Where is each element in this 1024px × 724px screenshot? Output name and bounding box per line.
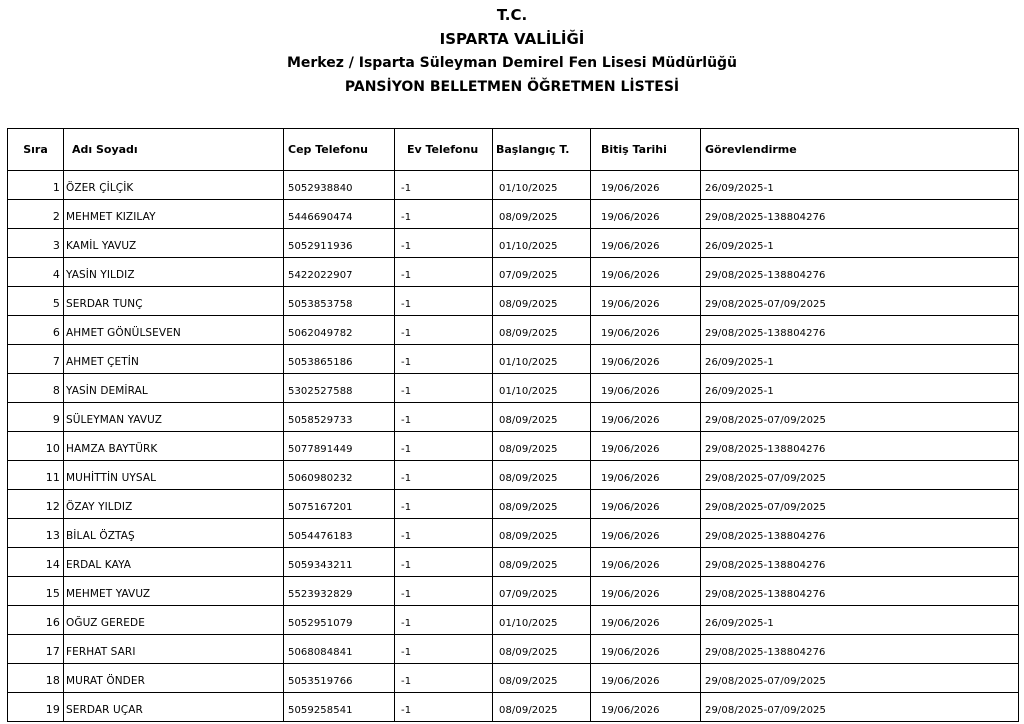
cell-end-date: 19/06/2026 [591, 548, 701, 577]
cell-sira: 12 [8, 490, 64, 519]
cell-home-phone: -1 [395, 432, 493, 461]
cell-home-phone: -1 [395, 635, 493, 664]
cell-mobile: 5059258541 [284, 693, 395, 722]
cell-home-phone: -1 [395, 664, 493, 693]
table-row [8, 606, 1019, 635]
cell-assignment: 26/09/2025-1 [701, 229, 1019, 258]
cell-home-phone: -1 [395, 548, 493, 577]
cell-home-phone: -1 [395, 171, 493, 200]
cell-name: OĞUZ GEREDE [64, 606, 284, 635]
cell-end-date: 19/06/2026 [591, 519, 701, 548]
table-row [8, 200, 1019, 229]
cell-start-date: 08/09/2025 [493, 490, 591, 519]
teacher-list-table [7, 128, 1019, 722]
cell-start-date: 01/10/2025 [493, 345, 591, 374]
table-row [8, 432, 1019, 461]
cell-mobile: 5052951079 [284, 606, 395, 635]
cell-start-date: 08/09/2025 [493, 635, 591, 664]
cell-sira: 6 [8, 316, 64, 345]
cell-assignment: 29/08/2025-07/09/2025 [701, 461, 1019, 490]
header-tc: T.C. [496, 6, 528, 24]
table-row [8, 519, 1019, 548]
cell-end-date: 19/06/2026 [591, 606, 701, 635]
cell-assignment: 29/08/2025-138804276 [701, 635, 1019, 664]
cell-home-phone: -1 [395, 229, 493, 258]
cell-start-date: 08/09/2025 [493, 548, 591, 577]
cell-home-phone: -1 [395, 374, 493, 403]
cell-sira: 17 [8, 635, 64, 664]
column-header-mobile: Cep Telefonu [284, 129, 395, 171]
cell-sira: 9 [8, 403, 64, 432]
cell-home-phone: -1 [395, 403, 493, 432]
cell-end-date: 19/06/2026 [591, 664, 701, 693]
cell-home-phone: -1 [395, 200, 493, 229]
cell-sira: 15 [8, 577, 64, 606]
cell-end-date: 19/06/2026 [591, 316, 701, 345]
cell-mobile: 5052938840 [284, 171, 395, 200]
cell-sira: 19 [8, 693, 64, 722]
cell-mobile: 5062049782 [284, 316, 395, 345]
cell-end-date: 19/06/2026 [591, 635, 701, 664]
cell-mobile: 5053853758 [284, 287, 395, 316]
table-body [8, 171, 1019, 722]
cell-name: BİLAL ÖZTAŞ [64, 519, 284, 548]
cell-assignment: 26/09/2025-1 [701, 606, 1019, 635]
cell-end-date: 19/06/2026 [591, 403, 701, 432]
cell-start-date: 08/09/2025 [493, 664, 591, 693]
column-header-home-phone: Ev Telefonu [395, 129, 493, 171]
cell-name: MUHİTTİN UYSAL [64, 461, 284, 490]
cell-end-date: 19/06/2026 [591, 693, 701, 722]
cell-sira: 14 [8, 548, 64, 577]
cell-sira: 1 [8, 171, 64, 200]
cell-end-date: 19/06/2026 [591, 432, 701, 461]
cell-sira: 8 [8, 374, 64, 403]
cell-end-date: 19/06/2026 [591, 200, 701, 229]
cell-sira: 3 [8, 229, 64, 258]
cell-end-date: 19/06/2026 [591, 374, 701, 403]
table-row [8, 287, 1019, 316]
cell-assignment: 29/08/2025-07/09/2025 [701, 287, 1019, 316]
cell-mobile: 5052911936 [284, 229, 395, 258]
page-title: PANSİYON BELLETMEN ÖĞRETMEN LİSTESİ [344, 79, 680, 95]
cell-mobile: 5054476183 [284, 519, 395, 548]
cell-assignment: 29/08/2025-07/09/2025 [701, 403, 1019, 432]
cell-name: AHMET ÇETİN [64, 345, 284, 374]
cell-end-date: 19/06/2026 [591, 490, 701, 519]
cell-start-date: 08/09/2025 [493, 461, 591, 490]
cell-assignment: 26/09/2025-1 [701, 374, 1019, 403]
cell-end-date: 19/06/2026 [591, 229, 701, 258]
header-school: Merkez / Isparta Süleyman Demirel Fen Lisesi Müdürlüğü [286, 55, 738, 71]
cell-assignment: 29/08/2025-138804276 [701, 519, 1019, 548]
column-header-start-date: Başlangıç T. [493, 129, 591, 171]
cell-mobile: 5059343211 [284, 548, 395, 577]
cell-start-date: 08/09/2025 [493, 316, 591, 345]
cell-name: SERDAR UÇAR [64, 693, 284, 722]
cell-name: YASİN DEMİRAL [64, 374, 284, 403]
cell-start-date: 08/09/2025 [493, 200, 591, 229]
header-valilik: ISPARTA VALİLİĞİ [439, 30, 585, 48]
cell-name: MEHMET KIZILAY [64, 200, 284, 229]
cell-home-phone: -1 [395, 490, 493, 519]
cell-mobile: 5422022907 [284, 258, 395, 287]
table-row [8, 548, 1019, 577]
cell-sira: 10 [8, 432, 64, 461]
cell-mobile: 5053865186 [284, 345, 395, 374]
cell-start-date: 01/10/2025 [493, 229, 591, 258]
table-row [8, 635, 1019, 664]
cell-home-phone: -1 [395, 461, 493, 490]
document-header [0, 3, 1024, 99]
cell-name: FERHAT SARI [64, 635, 284, 664]
cell-sira: 5 [8, 287, 64, 316]
cell-end-date: 19/06/2026 [591, 345, 701, 374]
cell-end-date: 19/06/2026 [591, 258, 701, 287]
cell-end-date: 19/06/2026 [591, 171, 701, 200]
cell-assignment: 29/08/2025-138804276 [701, 577, 1019, 606]
cell-mobile: 5068084841 [284, 635, 395, 664]
table-row [8, 577, 1019, 606]
table-row [8, 490, 1019, 519]
cell-name: SÜLEYMAN YAVUZ [64, 403, 284, 432]
cell-name: MEHMET YAVUZ [64, 577, 284, 606]
cell-start-date: 08/09/2025 [493, 519, 591, 548]
column-header-sira: Sıra [8, 129, 64, 171]
cell-assignment: 29/08/2025-07/09/2025 [701, 490, 1019, 519]
table-row [8, 664, 1019, 693]
cell-sira: 2 [8, 200, 64, 229]
cell-mobile: 5075167201 [284, 490, 395, 519]
cell-start-date: 01/10/2025 [493, 171, 591, 200]
cell-home-phone: -1 [395, 519, 493, 548]
cell-sira: 4 [8, 258, 64, 287]
table-row [8, 345, 1019, 374]
cell-mobile: 5302527588 [284, 374, 395, 403]
cell-name: YASİN YILDIZ [64, 258, 284, 287]
cell-home-phone: -1 [395, 287, 493, 316]
cell-assignment: 29/08/2025-138804276 [701, 200, 1019, 229]
cell-start-date: 01/10/2025 [493, 374, 591, 403]
cell-name: SERDAR TUNÇ [64, 287, 284, 316]
cell-mobile: 5060980232 [284, 461, 395, 490]
cell-name: ÖZAY YILDIZ [64, 490, 284, 519]
cell-assignment: 26/09/2025-1 [701, 345, 1019, 374]
cell-start-date: 07/09/2025 [493, 577, 591, 606]
cell-mobile: 5077891449 [284, 432, 395, 461]
cell-home-phone: -1 [395, 345, 493, 374]
cell-start-date: 07/09/2025 [493, 258, 591, 287]
cell-home-phone: -1 [395, 606, 493, 635]
cell-start-date: 08/09/2025 [493, 403, 591, 432]
table-row [8, 693, 1019, 722]
cell-home-phone: -1 [395, 316, 493, 345]
cell-name: KAMİL YAVUZ [64, 229, 284, 258]
cell-start-date: 08/09/2025 [493, 693, 591, 722]
cell-name: ERDAL KAYA [64, 548, 284, 577]
cell-assignment: 29/08/2025-138804276 [701, 316, 1019, 345]
cell-assignment: 29/08/2025-138804276 [701, 548, 1019, 577]
cell-end-date: 19/06/2026 [591, 461, 701, 490]
cell-name: HAMZA BAYTÜRK [64, 432, 284, 461]
cell-start-date: 01/10/2025 [493, 606, 591, 635]
cell-assignment: 29/08/2025-07/09/2025 [701, 664, 1019, 693]
cell-name: MURAT ÖNDER [64, 664, 284, 693]
cell-home-phone: -1 [395, 258, 493, 287]
table-row [8, 258, 1019, 287]
table-header-row [8, 129, 1019, 171]
table-row [8, 229, 1019, 258]
column-header-assignment: Görevlendirme [701, 129, 1019, 171]
table-row [8, 403, 1019, 432]
table-row [8, 316, 1019, 345]
table-row [8, 374, 1019, 403]
cell-home-phone: -1 [395, 577, 493, 606]
cell-assignment: 29/08/2025-138804276 [701, 432, 1019, 461]
cell-mobile: 5053519766 [284, 664, 395, 693]
cell-sira: 7 [8, 345, 64, 374]
cell-end-date: 19/06/2026 [591, 577, 701, 606]
cell-assignment: 26/09/2025-1 [701, 171, 1019, 200]
cell-name: AHMET GÖNÜLSEVEN [64, 316, 284, 345]
cell-assignment: 29/08/2025-138804276 [701, 258, 1019, 287]
table-row [8, 171, 1019, 200]
column-header-end-date: Bitiş Tarihi [591, 129, 701, 171]
cell-start-date: 08/09/2025 [493, 287, 591, 316]
cell-name: ÖZER ÇİLÇİK [64, 171, 284, 200]
cell-mobile: 5446690474 [284, 200, 395, 229]
cell-start-date: 08/09/2025 [493, 432, 591, 461]
cell-sira: 16 [8, 606, 64, 635]
cell-assignment: 29/08/2025-07/09/2025 [701, 693, 1019, 722]
column-header-name: Adı Soyadı [64, 129, 284, 171]
cell-sira: 13 [8, 519, 64, 548]
cell-mobile: 5058529733 [284, 403, 395, 432]
table-row [8, 461, 1019, 490]
cell-mobile: 5523932829 [284, 577, 395, 606]
cell-sira: 18 [8, 664, 64, 693]
cell-sira: 11 [8, 461, 64, 490]
cell-end-date: 19/06/2026 [591, 287, 701, 316]
cell-home-phone: -1 [395, 693, 493, 722]
